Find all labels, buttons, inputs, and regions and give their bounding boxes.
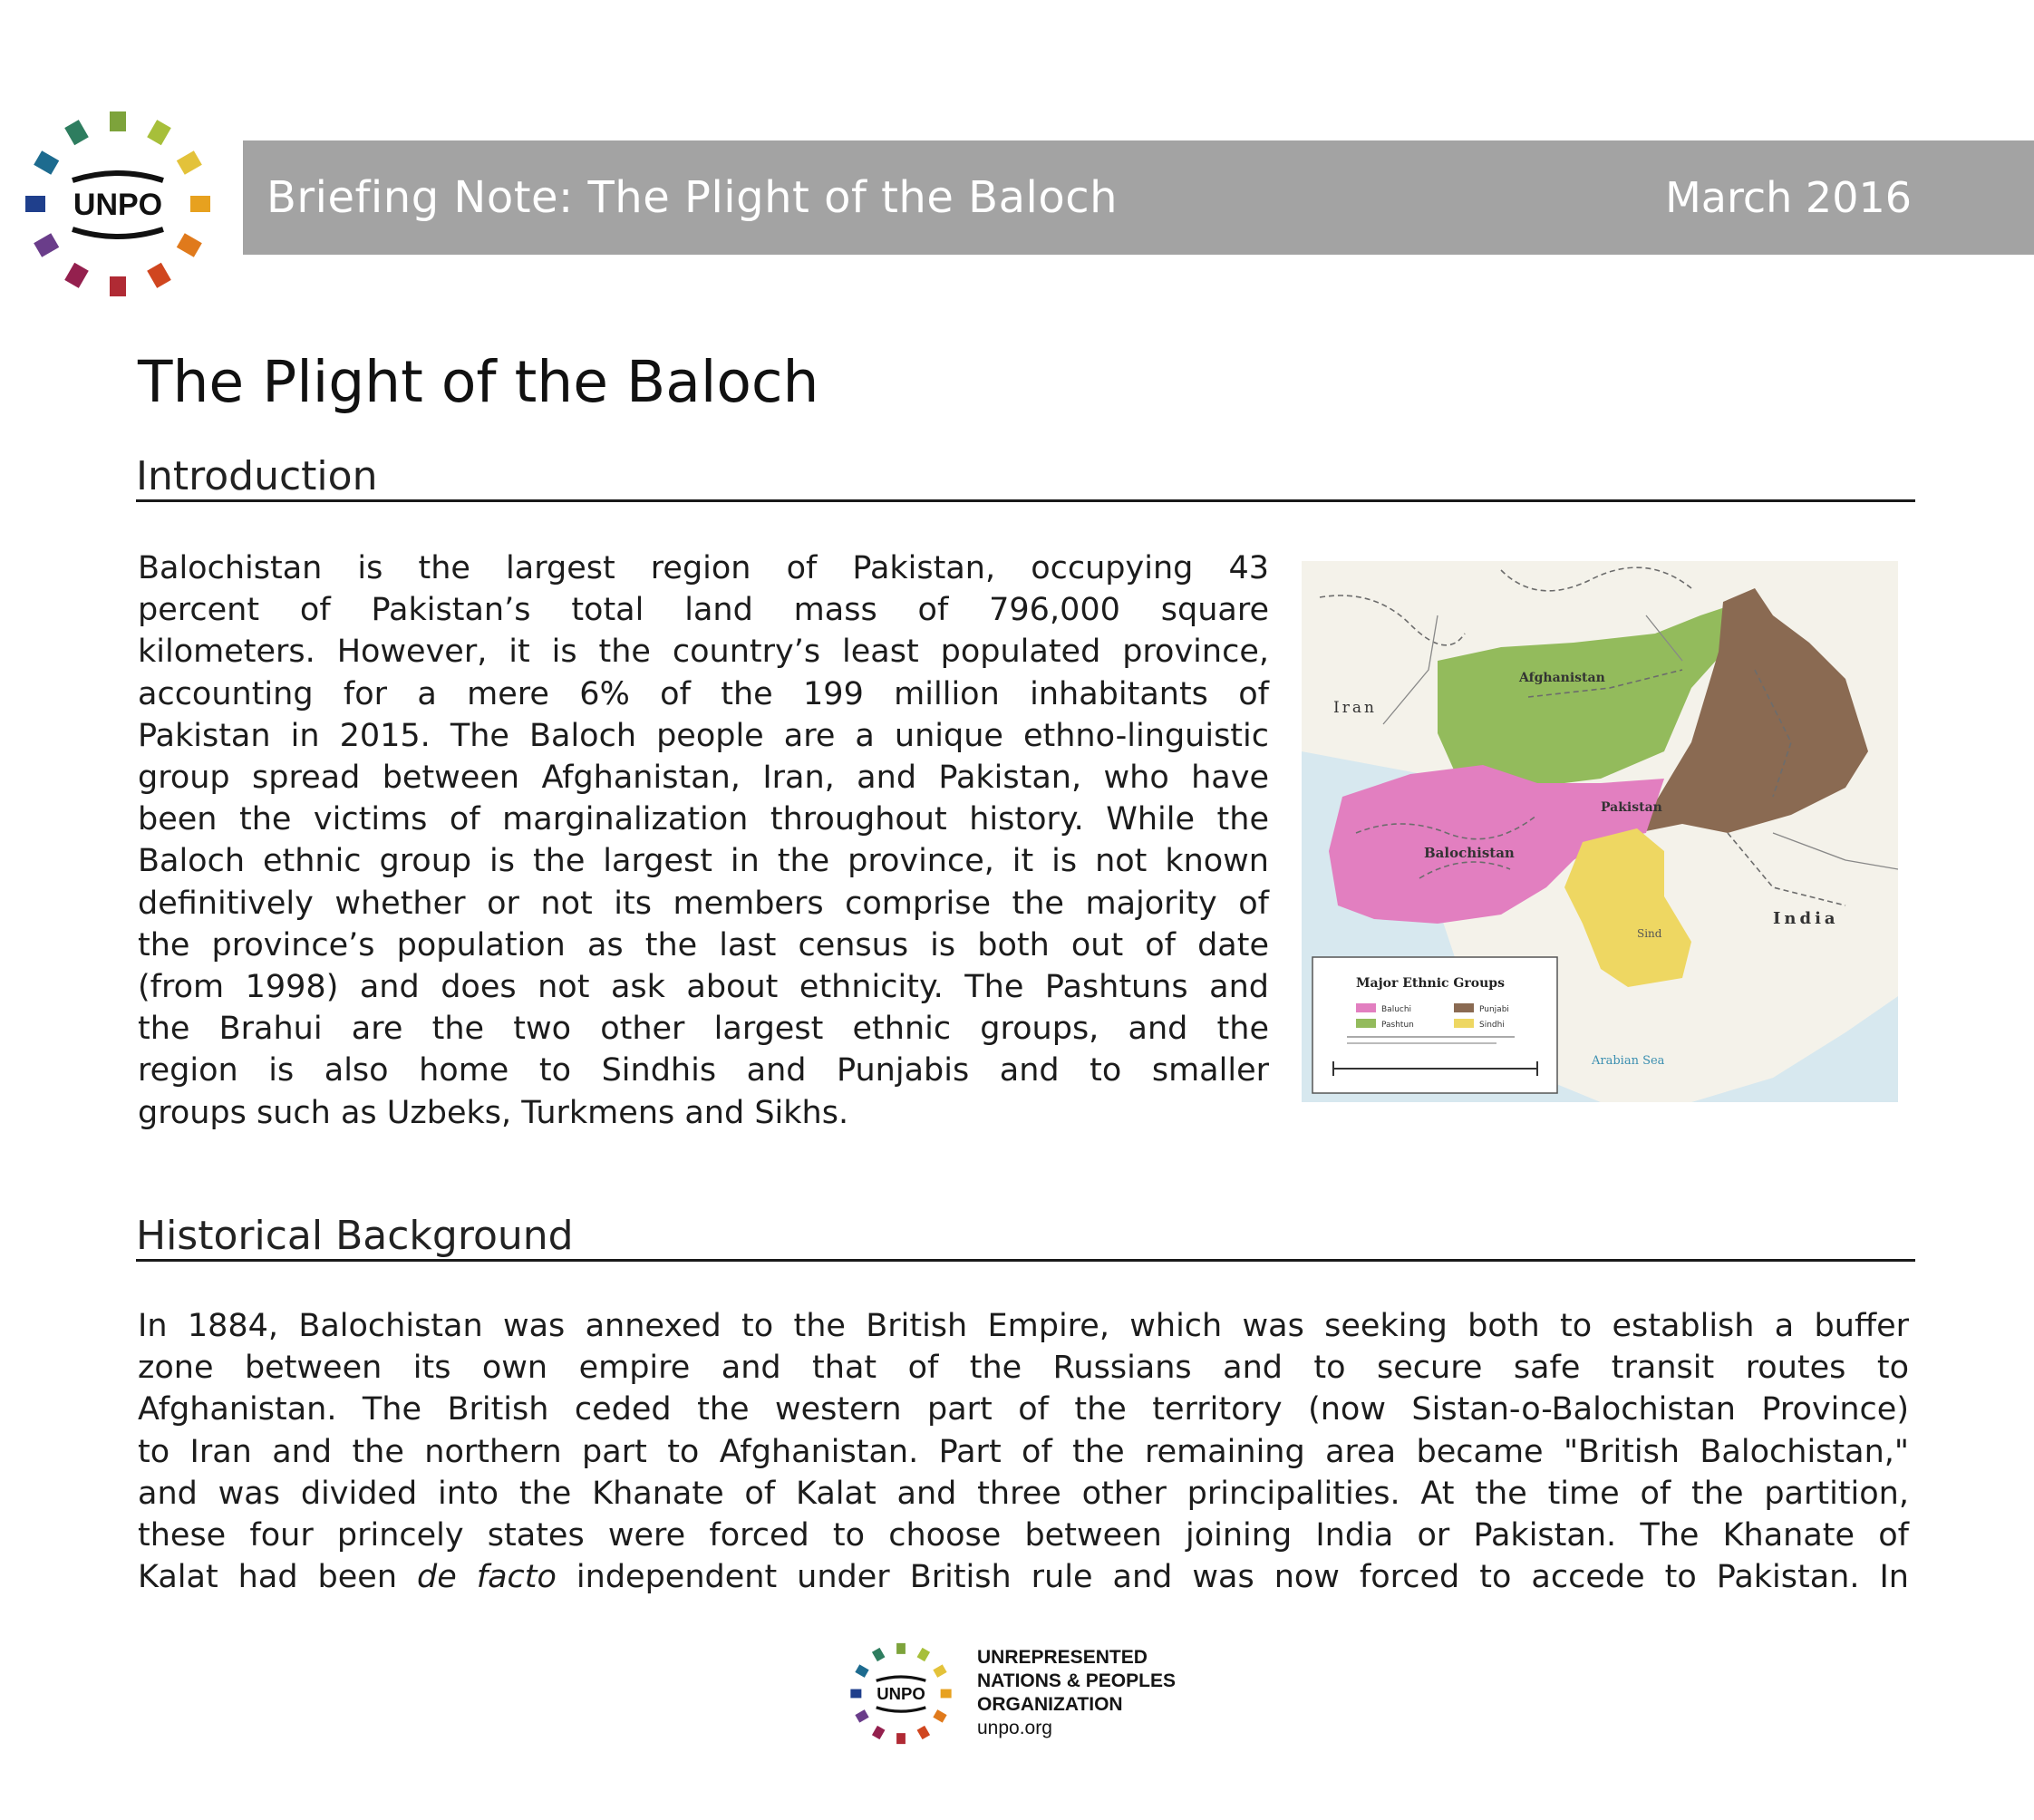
footer-org-line: ORGANIZATION: [977, 1694, 1123, 1715]
header-title: Briefing Note: The Plight of the Baloch: [266, 172, 1118, 223]
text-line: group spread between Afghanistan, Iran, and Pakistan, who have: [138, 760, 1269, 797]
document-title: The Plight of the Baloch: [138, 349, 819, 415]
legend-swatch: [1454, 1019, 1474, 1028]
footer-org-line: NATIONS & PEOPLES: [977, 1670, 1176, 1691]
text-line: accounting for a mere 6% of the 199 million inhabitants of: [138, 675, 1269, 712]
header-bar: [243, 140, 2034, 255]
map-label-india: India: [1773, 909, 1839, 928]
text-line: kilometers. However, it is the country’s least populated province,: [138, 634, 1269, 671]
footer-org-line: UNREPRESENTED: [977, 1647, 1148, 1668]
text-line: Pakistan in 2015. The Baloch people are a unique ethno-linguistic: [138, 717, 1269, 754]
text-line: zone between its own empire and that of the Russians and to secure safe transit routes to: [138, 1350, 1909, 1387]
map-label-iran: Iran: [1333, 699, 1377, 717]
text-line: definitively whether or not its members comprise the majority of: [138, 885, 1269, 922]
introduction-paragraph: [138, 547, 1269, 1134]
text-run: independent under British rule and was now forced to accede to Pakistan. In: [556, 1559, 1909, 1596]
footer-organization: [977, 1646, 1176, 1740]
ethnic-map: [1302, 561, 1898, 1102]
map-label-afghanistan: Afghanistan: [1519, 671, 1605, 685]
map-label-sind: Sind: [1637, 927, 1662, 940]
unpo-logo: [18, 104, 218, 304]
header-date: March 2016: [1665, 173, 1912, 222]
footer-logo-text: UNPO: [877, 1684, 925, 1704]
legend-label: Baluchi: [1381, 1005, 1412, 1014]
footer-url[interactable]: unpo.org: [977, 1718, 1052, 1738]
text-line: the province’s population as the last census is both out of date: [138, 926, 1269, 963]
text-line: these four princely states were forced to choose between joining India or Pakistan. The Khanate of: [138, 1517, 1909, 1554]
text-line: [138, 1556, 1909, 1598]
text-line: (from 1998) and does not ask about ethnicity. The Pashtuns and: [138, 969, 1269, 1006]
legend-label: Punjabi: [1479, 1005, 1509, 1014]
section-heading-historical-background: Historical Background: [136, 1213, 574, 1259]
text-line: In 1884, Balochistan was annexed to the British Empire, which was seeking both to establish a buffer: [138, 1308, 1909, 1344]
text-line: Balochistan is the largest region of Pakistan, occupying 43: [138, 550, 1269, 586]
map-legend: [1312, 957, 1557, 1093]
legend-label: Pashtun: [1381, 1021, 1414, 1030]
legend-label: Sindhi: [1479, 1021, 1505, 1030]
text-line: been the victims of marginalization throughout history. While the: [138, 801, 1269, 838]
legend-swatch: [1356, 1003, 1376, 1012]
historical-background-paragraph: [138, 1305, 1909, 1598]
map-label-sea: Arabian Sea: [1592, 1054, 1665, 1068]
map-label-pakistan: Pakistan: [1601, 800, 1662, 815]
text-line: and was divided into the Khanate of Kalat and three other principalities. At the time of the partition,: [138, 1475, 1909, 1512]
text-line: Baloch ethnic group is the largest in the province, it is not known: [138, 843, 1269, 880]
logo-text: UNPO: [73, 188, 163, 222]
legend-swatch: [1356, 1019, 1376, 1028]
legend-swatch: [1454, 1003, 1474, 1012]
section-divider: [136, 1259, 1915, 1262]
text-line: percent of Pakistan’s total land mass of 796,000 square: [138, 592, 1269, 629]
text-run: Kalat had been: [138, 1559, 418, 1596]
text-line: the Brahui are the two other largest ethnic groups, and the: [138, 1011, 1269, 1048]
text-line: to Iran and the northern part to Afghanistan. Part of the remaining area became "British Balochistan,": [138, 1433, 1909, 1470]
section-heading-introduction: Introduction: [136, 453, 378, 499]
italic-text: de facto: [417, 1559, 557, 1596]
text-line: region is also home to Sindhis and Punjabis and to smaller: [138, 1052, 1269, 1089]
footer-unpo-logo: [847, 1637, 955, 1750]
section-divider: [136, 499, 1915, 502]
text-line: Afghanistan. The British ceded the western part of the territory (now Sistan-o-Balochistan Province): [138, 1391, 1909, 1428]
text-line: groups such as Uzbeks, Turkmens and Sikhs.: [138, 1094, 849, 1131]
map-label-balochistan: Balochistan: [1424, 845, 1515, 861]
legend-title: Major Ethnic Groups: [1356, 976, 1505, 991]
